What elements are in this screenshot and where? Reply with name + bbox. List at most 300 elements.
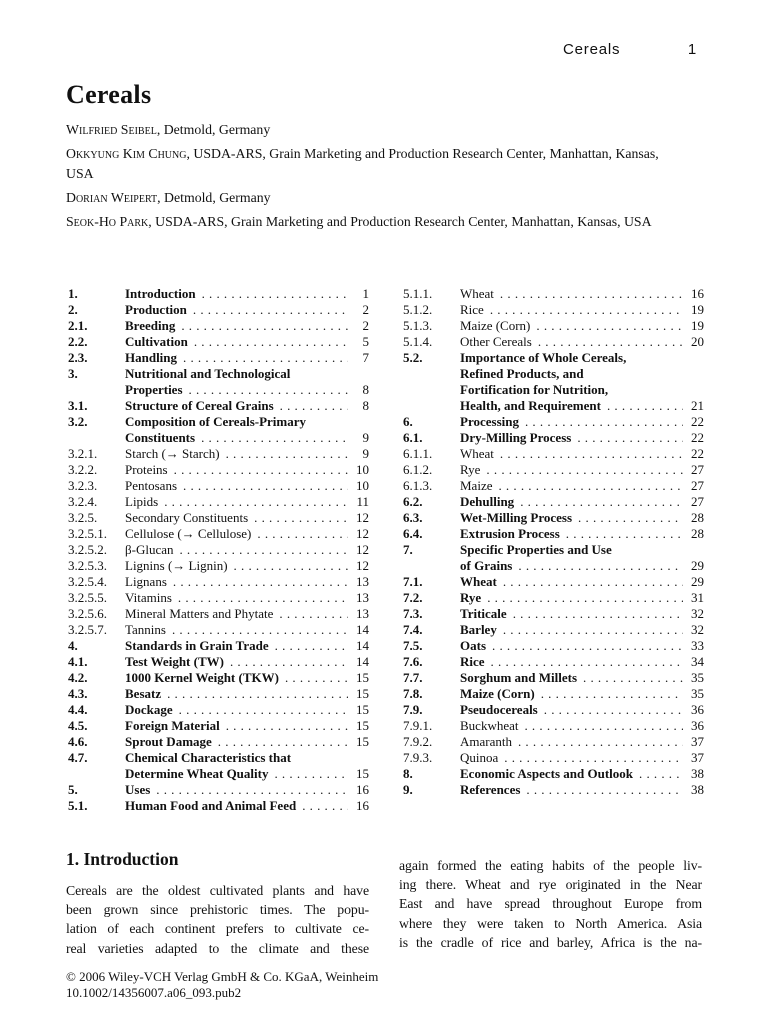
toc-entry-number: 4.1.	[68, 654, 88, 669]
toc-leader-dots	[202, 286, 348, 302]
toc-leader-dots	[279, 606, 348, 622]
toc-entry-row	[403, 750, 704, 766]
toc-entry-title: Buckwheat	[460, 718, 519, 733]
toc-entry-row	[403, 430, 704, 446]
toc-leader-dots	[500, 446, 683, 462]
toc-entry-row	[68, 606, 369, 622]
toc-entry-body	[125, 702, 369, 718]
toc-entry-row	[68, 446, 369, 462]
toc-leader-dots	[490, 302, 683, 318]
toc-entry-title: Health, and Requirement	[460, 398, 601, 413]
toc-entry-body	[125, 446, 369, 462]
toc-entry-body	[460, 558, 704, 574]
toc-entry-body	[460, 478, 704, 494]
toc-entry-row	[403, 462, 704, 478]
toc-entry-body	[125, 510, 369, 526]
toc-entry-number	[68, 766, 125, 782]
toc-entry-body	[460, 686, 704, 702]
toc-entry-title: Pentosans	[125, 478, 177, 493]
toc-leader-dots	[218, 734, 348, 750]
toc-entry-body	[460, 302, 704, 318]
toc-leader-dots	[498, 478, 683, 494]
toc-entry-title: Secondary Constituents	[125, 510, 249, 525]
toc-leader-dots	[525, 414, 683, 430]
toc-entry-body	[460, 446, 704, 462]
toc-entry-row	[68, 318, 369, 334]
copyright-line: © 2006 Wiley-VCH Verlag GmbH & Co. KGaA, Weinheim	[66, 969, 379, 984]
toc-leader-dots	[491, 654, 683, 670]
toc-entry-number: 6.1.3.	[403, 478, 433, 493]
toc-entry-row	[403, 686, 704, 702]
toc-entry-body	[125, 718, 369, 734]
toc-entry-page: 22	[691, 430, 704, 445]
toc-entry-title: Lipids	[125, 494, 159, 509]
toc-entry-body	[125, 286, 369, 302]
toc-entry-title: Composition of Cereals-Primary	[125, 414, 307, 429]
toc-entry-body	[125, 494, 369, 510]
toc-entry-number: 6.	[403, 414, 413, 429]
toc-entry-body	[125, 670, 369, 686]
toc-entry-page: 29	[691, 558, 704, 573]
toc-leader-dots	[173, 574, 348, 590]
toc-entry-number: 4.6.	[68, 734, 88, 749]
toc-entry-page: 21	[691, 398, 704, 413]
toc-entry-body	[460, 782, 704, 798]
toc-entry-title: Rye	[460, 462, 481, 477]
toc-entry-row	[403, 766, 704, 782]
body-text-line: East and have spread throughout Europe from	[399, 896, 702, 912]
toc-entry-title: of Grains	[460, 558, 513, 573]
toc-entry-body	[460, 766, 704, 782]
toc-entry-title: Refined Products, and	[460, 366, 584, 381]
toc-leader-dots	[201, 430, 348, 446]
toc-entry-body	[125, 734, 369, 750]
toc-entry-page: 38	[691, 766, 704, 781]
toc-entry-body	[460, 366, 704, 382]
toc-entry-title: Standards in Grain Trade	[125, 638, 269, 653]
toc-entry-title: Processing	[460, 414, 519, 429]
toc-entry-body	[460, 590, 704, 606]
toc-leader-dots	[280, 398, 348, 414]
toc-entry-row	[403, 398, 704, 414]
toc-entry-row	[68, 686, 369, 702]
toc-entry-title: Pseudocereals	[460, 702, 538, 717]
toc-entry-number: 7.8.	[403, 686, 423, 701]
toc-entry-body	[125, 526, 369, 542]
toc-entry-title: Cultivation	[125, 334, 188, 349]
toc-leader-dots	[226, 446, 348, 462]
toc-leader-dots	[486, 462, 683, 478]
toc-entry-number: 4.3.	[68, 686, 88, 701]
toc-entry-number	[403, 382, 460, 398]
toc-entry-number: 3.2.5.7.	[68, 622, 107, 637]
toc-entry-number	[403, 398, 460, 414]
toc-leader-dots	[500, 286, 683, 302]
toc-entry-page: 2	[362, 318, 369, 333]
toc-entry-number: 2.2.	[68, 334, 88, 349]
toc-leader-dots	[536, 318, 683, 334]
toc-entry-title: Test Weight (TW)	[125, 654, 224, 669]
toc-leader-dots	[230, 654, 348, 670]
toc-entry-page: 19	[691, 302, 704, 317]
toc-leader-dots	[607, 398, 683, 414]
running-head-title: Cereals	[563, 41, 621, 58]
toc-entry-row	[403, 382, 704, 398]
toc-entry-row	[68, 638, 369, 654]
toc-entry-row	[68, 510, 369, 526]
toc-entry-row	[403, 334, 704, 350]
toc-entry-number: 3.2.5.	[68, 510, 98, 525]
toc-entry-number: 6.1.1.	[403, 446, 433, 461]
toc-entry-page: 11	[356, 494, 369, 509]
toc-entry-title: Foreign Material	[125, 718, 220, 733]
toc-entry-body	[460, 350, 704, 366]
toc-entry-page: 10	[356, 478, 369, 493]
toc-entry-page: 15	[356, 766, 369, 781]
toc-entry-number	[403, 366, 460, 382]
toc-entry-title: Lignans	[125, 574, 167, 589]
toc-leader-dots	[520, 494, 683, 510]
toc-entry-title: Nutritional and Technological	[125, 366, 291, 381]
toc-entry-row	[68, 782, 369, 798]
toc-entry-page: 15	[356, 670, 369, 685]
toc-leader-dots	[181, 318, 348, 334]
toc-entry-title: Introduction	[125, 286, 196, 301]
toc-entry-title: Dehulling	[460, 494, 515, 509]
toc-entry-body	[460, 430, 704, 446]
toc-entry-body	[460, 606, 704, 622]
toc-entry-number: 3.2.2.	[68, 462, 98, 477]
toc-entry-page: 27	[691, 494, 704, 509]
toc-entry-number: 5.1.	[68, 798, 88, 813]
toc-entry-page: 8	[362, 398, 369, 413]
toc-entry-title: Uses	[125, 782, 151, 797]
toc-entry-title: Mineral Matters and Phytate	[125, 606, 274, 621]
toc-entry-row	[403, 526, 704, 542]
toc-entry-title: Wheat	[460, 446, 494, 461]
toc-entry-row	[68, 494, 369, 510]
toc-entry-title: Sorghum and Millets	[460, 670, 578, 685]
toc-entry-title: References	[460, 782, 521, 797]
toc-entry-body	[125, 382, 369, 398]
toc-entry-number: 7.6.	[403, 654, 423, 669]
toc-entry-title: Wheat	[460, 574, 497, 589]
toc-entry-body	[125, 590, 369, 606]
toc-entry-number: 5.1.4.	[403, 334, 433, 349]
toc-entry-row	[403, 558, 704, 574]
toc-entry-title: Structure of Cereal Grains	[125, 398, 274, 413]
toc-leader-dots	[639, 766, 683, 782]
toc-leader-dots	[183, 350, 348, 366]
toc-entry-page: 16	[356, 798, 369, 813]
toc-entry-row	[68, 558, 369, 574]
toc-entry-number	[68, 430, 125, 446]
toc-entry-number: 5.1.3.	[403, 318, 433, 333]
toc-entry-number: 7.1.	[403, 574, 423, 589]
toc-entry-number: 5.2.	[403, 350, 423, 365]
toc-entry-body	[460, 542, 704, 558]
toc-entry-number: 3.2.5.4.	[68, 574, 107, 589]
toc-entry-page: 36	[691, 702, 704, 717]
toc-entry-row	[68, 542, 369, 558]
toc-entry-body	[125, 398, 369, 414]
toc-entry-body	[460, 286, 704, 302]
body-column-left	[66, 881, 369, 958]
toc-entry-row	[68, 478, 369, 494]
toc-entry-title: Specific Properties and Use	[460, 542, 612, 557]
toc-entry-body	[460, 414, 704, 430]
toc-leader-dots	[513, 606, 683, 622]
toc-entry-title: Cellulose (→ Cellulose)	[125, 526, 252, 541]
toc-entry-row	[403, 718, 704, 734]
toc-entry-row	[403, 414, 704, 430]
toc-entry-title: Amaranth	[460, 734, 512, 749]
toc-entry-row	[68, 430, 369, 446]
toc-entry-body	[460, 574, 704, 590]
section-heading-introduction: 1. Introduction	[66, 849, 179, 869]
toc-entry-body	[125, 302, 369, 318]
toc-entry-page: 27	[691, 478, 704, 493]
toc-entry-body	[125, 766, 369, 782]
toc-entry-page: 7	[362, 350, 369, 365]
toc-entry-row	[68, 702, 369, 718]
toc-entry-row	[403, 446, 704, 462]
toc-entry-row	[68, 670, 369, 686]
toc-entry-number: 5.	[68, 782, 78, 797]
toc-entry-title: Starch (→ Starch)	[125, 446, 220, 461]
toc-entry-number: 7.4.	[403, 622, 423, 637]
toc-entry-number: 4.7.	[68, 750, 88, 765]
toc-entry-number: 6.4.	[403, 526, 423, 541]
toc-entry-title: Sprout Damage	[125, 734, 212, 749]
toc-entry-number: 4.4.	[68, 702, 88, 717]
toc-entry-body	[125, 430, 369, 446]
toc-entry-number: 3.	[68, 366, 78, 381]
toc-leader-dots	[189, 382, 348, 398]
toc-entry-number: 8.	[403, 766, 413, 781]
toc-entry-body	[125, 622, 369, 638]
toc-entry-body	[460, 654, 704, 670]
author-line: Seok-Ho Park, USDA-ARS, Grain Marketing and Production Research Center, Manhattan, Kansas, USA	[66, 213, 652, 229]
toc-entry-row	[403, 350, 704, 366]
toc-entry-row	[68, 350, 369, 366]
toc-entry-number: 3.2.3.	[68, 478, 98, 493]
toc-entry-row	[68, 654, 369, 670]
toc-entry-page: 31	[691, 590, 704, 605]
toc-entry-title: Properties	[125, 382, 183, 397]
toc-entry-row	[403, 366, 704, 382]
toc-leader-dots	[254, 510, 348, 526]
body-text-line: ing there. Wheat and rye originated in the Near	[399, 877, 702, 893]
toc-entry-body	[125, 750, 369, 766]
toc-entry-body	[460, 638, 704, 654]
toc-entry-number: 5.1.1.	[403, 286, 433, 301]
toc-entry-number: 3.2.5.6.	[68, 606, 107, 621]
toc-entry-title: Quinoa	[460, 750, 499, 765]
toc-entry-body	[125, 638, 369, 654]
toc-entry-title: Vitamins	[125, 590, 172, 605]
author-name: Seok-Ho Park	[66, 213, 149, 229]
toc-entry-body	[460, 494, 704, 510]
toc-leader-dots	[167, 686, 348, 702]
toc-entry-title: Maize (Corn)	[460, 686, 535, 701]
body-text-line: where they were taken to North America. Asia	[399, 915, 702, 931]
toc-leader-dots	[285, 670, 348, 686]
toc-entry-body	[125, 542, 369, 558]
toc-entry-row	[68, 718, 369, 734]
toc-entry-number: 6.2.	[403, 494, 423, 509]
toc-entry-title: Wheat	[460, 286, 494, 301]
toc-entry-row	[403, 542, 704, 558]
toc-entry-page: 12	[356, 558, 369, 573]
toc-entry-body	[460, 462, 704, 478]
toc-entry-body	[125, 558, 369, 574]
toc-entry-number: 7.2.	[403, 590, 423, 605]
toc-entry-page: 35	[691, 686, 704, 701]
toc-leader-dots	[544, 702, 683, 718]
toc-entry-row	[68, 398, 369, 414]
author-line: Wilfried Seibel, Detmold, Germany	[66, 122, 271, 137]
toc-entry-page: 14	[356, 654, 369, 669]
toc-leader-dots	[503, 574, 683, 590]
toc-entry-row	[68, 798, 369, 814]
toc-entry-page: 37	[691, 734, 704, 749]
toc-entry-number: 9.	[403, 782, 413, 797]
toc-entry-page: 37	[691, 750, 704, 765]
author-list	[66, 120, 708, 236]
toc-entry-title: Constituents	[125, 430, 196, 445]
toc-entry-page: 32	[691, 606, 704, 621]
body-text-line: been grown since prehistoric times. The popu-	[66, 902, 369, 918]
toc-entry-title: Dockage	[125, 702, 173, 717]
author-name: Dorian Weipert	[66, 189, 158, 205]
toc-entry-row	[68, 574, 369, 590]
toc-entry-row	[403, 782, 704, 798]
toc-leader-dots	[302, 798, 348, 814]
toc-entry-title: Tannins	[125, 622, 166, 637]
toc-entry-page: 9	[362, 430, 369, 445]
toc-entry-row	[68, 382, 369, 398]
toc-entry-row	[68, 590, 369, 606]
toc-entry-row	[68, 750, 369, 766]
toc-entry-body	[460, 734, 704, 750]
toc-entry-body	[125, 366, 369, 382]
toc-entry-number: 3.2.4.	[68, 494, 98, 509]
toc-entry-row	[403, 286, 704, 302]
toc-leader-dots	[183, 478, 348, 494]
toc-entry-title: Human Food and Animal Feed	[125, 798, 297, 813]
toc-leader-dots	[577, 430, 683, 446]
toc-entry-row	[68, 462, 369, 478]
toc-entry-page: 16	[691, 286, 704, 301]
toc-column-left	[68, 286, 369, 814]
toc-leader-dots	[541, 686, 683, 702]
toc-entry-body	[125, 782, 369, 798]
toc-entry-number: 3.2.1.	[68, 446, 98, 461]
toc-entry-number: 4.	[68, 638, 78, 653]
toc-entry-page: 9	[362, 446, 369, 461]
toc-leader-dots	[526, 782, 683, 798]
toc-entry-page: 34	[691, 654, 704, 669]
toc-entry-title: 1000 Kernel Weight (TKW)	[125, 670, 279, 685]
toc-entry-body	[460, 318, 704, 334]
toc-entry-row	[403, 638, 704, 654]
toc-leader-dots	[156, 782, 348, 798]
toc-entry-row	[68, 302, 369, 318]
toc-leader-dots	[234, 558, 348, 574]
running-head-page-number: 1	[687, 41, 697, 58]
toc-entry-title: Other Cereals	[460, 334, 532, 349]
toc-leader-dots	[518, 734, 683, 750]
toc-entry-page: 15	[356, 734, 369, 749]
toc-entry-row	[403, 510, 704, 526]
toc-entry-title: Wet-Milling Process	[460, 510, 573, 525]
toc-entry-body	[125, 574, 369, 590]
toc-entry-row	[403, 494, 704, 510]
toc-entry-page: 1	[362, 286, 369, 301]
toc-entry-body	[460, 526, 704, 542]
toc-leader-dots	[179, 542, 348, 558]
running-head	[563, 41, 697, 58]
body-text-line: is the cradle of rice and barley, Africa is the na-	[399, 934, 702, 950]
toc-entry-row	[403, 670, 704, 686]
body-text-line: real varieties adapted to the climate and these	[66, 940, 369, 956]
toc-entry-number: 1.	[68, 286, 78, 301]
toc-entry-number: 2.3.	[68, 350, 88, 365]
body-text-line: Cereals are the oldest cultivated plants and have	[66, 883, 369, 898]
toc-entry-page: 13	[356, 574, 369, 589]
toc-entry-title: Dry-Milling Process	[460, 430, 572, 445]
toc-entry-page: 29	[691, 574, 704, 589]
toc-entry-title: Importance of Whole Cereals,	[460, 350, 627, 365]
toc-leader-dots	[503, 622, 683, 638]
toc-entry-page: 19	[691, 318, 704, 333]
toc-leader-dots	[193, 302, 348, 318]
toc-entry-body	[125, 798, 369, 814]
toc-leader-dots	[518, 558, 683, 574]
toc-entry-body	[460, 622, 704, 638]
toc-entry-number: 2.1.	[68, 318, 88, 333]
toc-entry-page: 15	[356, 702, 369, 717]
author-name: Wilfried Seibel	[66, 122, 157, 137]
toc-leader-dots	[179, 702, 348, 718]
toc-entry-title: Fortification for Nutrition,	[460, 382, 609, 397]
toc-entry-title: Extrusion Process	[460, 526, 560, 541]
toc-entry-number: 3.1.	[68, 398, 88, 413]
toc-entry-row	[403, 606, 704, 622]
toc-entry-title: Proteins	[125, 462, 168, 477]
toc-entry-row	[403, 318, 704, 334]
toc-entry-body	[125, 606, 369, 622]
toc-entry-page: 32	[691, 622, 704, 637]
toc-entry-page: 14	[356, 622, 369, 637]
toc-entry-body	[125, 318, 369, 334]
toc-entry-page: 12	[356, 542, 369, 557]
toc-entry-row	[403, 702, 704, 718]
toc-entry-title: Maize	[460, 478, 493, 493]
toc-entry-title: Triticale	[460, 606, 507, 621]
toc-entry-body	[125, 350, 369, 366]
toc-leader-dots	[583, 670, 683, 686]
toc-entry-body	[460, 382, 704, 398]
toc-entry-page: 15	[356, 686, 369, 701]
toc-entry-row	[68, 526, 369, 542]
toc-entry-number: 5.1.2.	[403, 302, 433, 317]
body-text-line: again formed the eating habits of the people liv-	[399, 858, 702, 873]
toc-entry-page: 2	[362, 302, 369, 317]
toc-entry-row	[68, 334, 369, 350]
toc-leader-dots	[524, 718, 683, 734]
